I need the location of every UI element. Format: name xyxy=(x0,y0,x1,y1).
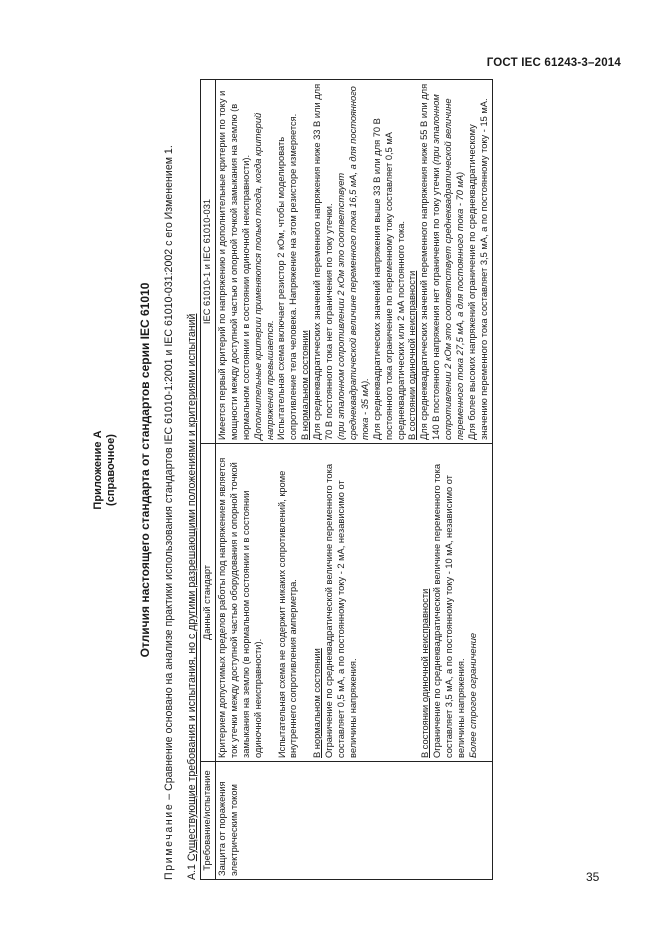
note-text: – Сравнение основано на анализе практики использования стандартов IEC 61010-1:2001 и IEC 61010-031:2002 с его Изменением 1. xyxy=(163,145,175,803)
cell-this-standard xyxy=(215,444,492,762)
header-requirement: Требование/испытание xyxy=(201,762,216,880)
table-row xyxy=(215,80,492,880)
main-title: Отличия настоящего стандарта от стандартов серии IEC 61010 xyxy=(138,282,152,658)
this-standard-test-circuit: Испытательная схема не содержит никаких сопротивлений, кроме внутреннего сопротивления амперметра. xyxy=(276,470,299,758)
iec-criterion: Имеется первый критерий по напряжению и дополнительные критерии по току и мощности между доступной частью и опорной точкой замыкания на землю (в нормальном состоянии и в состоянии одиночной неисправности). xyxy=(216,90,251,440)
clause-heading xyxy=(187,60,199,880)
this-standard-fault-heading: В состоянии одиночной неисправности xyxy=(419,588,430,758)
comparison-table xyxy=(200,79,493,880)
iec-normal-note: (при эталонном сопротивлении 2 кОм это соответствует среднеквадратической величине переменного тока 16,5 мА, а для постоянного тока - 35 мА). xyxy=(335,86,370,440)
iec-fault-heading: В состоянии одиночной неисправности xyxy=(407,270,418,440)
iec-criterion-note: Дополнительные критерии применяются только тогда, когда критерий напряжения превышается. xyxy=(252,112,275,440)
rotated-annex-content xyxy=(92,60,522,880)
clause-number: А.1 xyxy=(186,861,198,880)
iec-fault-note: (при эталонном сопротивлении 2 кОм это соответствует среднеквадратической величине переменного тока 27,5 мА, а для постоянного тока - 70 мА) xyxy=(431,94,466,440)
annex-title: Приложение А xyxy=(92,430,104,510)
annex-heading xyxy=(92,60,120,880)
iec-normal-text-1: Для среднеквадратических значений переменного напряжения ниже 33 В или для 70 В постоянного тока нет ограничения по току утечки. xyxy=(312,83,335,440)
this-standard-fault-text: Ограничение по среднеквадратической величине переменного тока составляет 3,5 мА, а по постоянному току - 10 мА, независимо от величины напряжения. xyxy=(431,463,466,758)
iec-fault-text-2: Для более высоких напряжений ограничение по среднеквадратическому значению переменного тока составляет 3,5 мА, а по постоянному току - 15 мА. xyxy=(466,98,489,440)
this-standard-normal-text: Ограничение по среднеквадратической величине переменного тока составляет 0,5 мА, а по постоянному току - 2 мА, независимо от величины напряжения. xyxy=(324,463,359,758)
note-lead: Примечание xyxy=(163,802,175,880)
clause-text: Существующие требования и испытания, но с другими разрешающими положениями и критериями испытаний xyxy=(186,313,198,862)
iec-test-circuit: Испытательная схема включает резистор 2 кОм, чтобы моделировать сопротивление тела человека. Напряжение на этом резисторе измеряется. xyxy=(276,113,299,440)
iec-normal-heading: В нормальном состоянии xyxy=(300,330,311,440)
document-code: ГОСТ IEC 61243-3–2014 xyxy=(486,57,621,69)
cell-requirement: Защита от поражения электрическим током xyxy=(215,762,492,880)
iec-normal-text-2: Для среднеквадратических значений напряжения выше 33 В или для 70 В постоянного тока ограничение по переменному току составляет 0,5 мА среднеквадратических или 2 мА постоянного тока. xyxy=(371,118,406,440)
header-this-standard: Данный стандарт xyxy=(201,444,216,762)
note xyxy=(164,60,176,880)
this-standard-normal-heading: В нормальном состоянии xyxy=(312,648,323,758)
cell-iec xyxy=(215,80,492,444)
table-header-row xyxy=(201,80,216,880)
page-number: 35 xyxy=(586,870,600,884)
header-iec: IEC 61010-1 и IEC 61010-031 xyxy=(201,80,216,444)
this-standard-fault-note: Более строгое ограничение xyxy=(467,632,478,758)
annex-subtitle: (справочное) xyxy=(105,434,117,506)
iec-fault-text-1: Для среднеквадратических значений переменного напряжения ниже 55 В или для 140 В постоянного напряжения нет ограничения по току утечки xyxy=(419,83,442,440)
this-standard-criterion: Критерием допустимых пределов работы под напряжением является ток утечки между доступной частью оборудования и опорной точкой замыкания на землю (в нормальном состоянии и в состоянии одиночной неисправности). xyxy=(216,457,263,758)
